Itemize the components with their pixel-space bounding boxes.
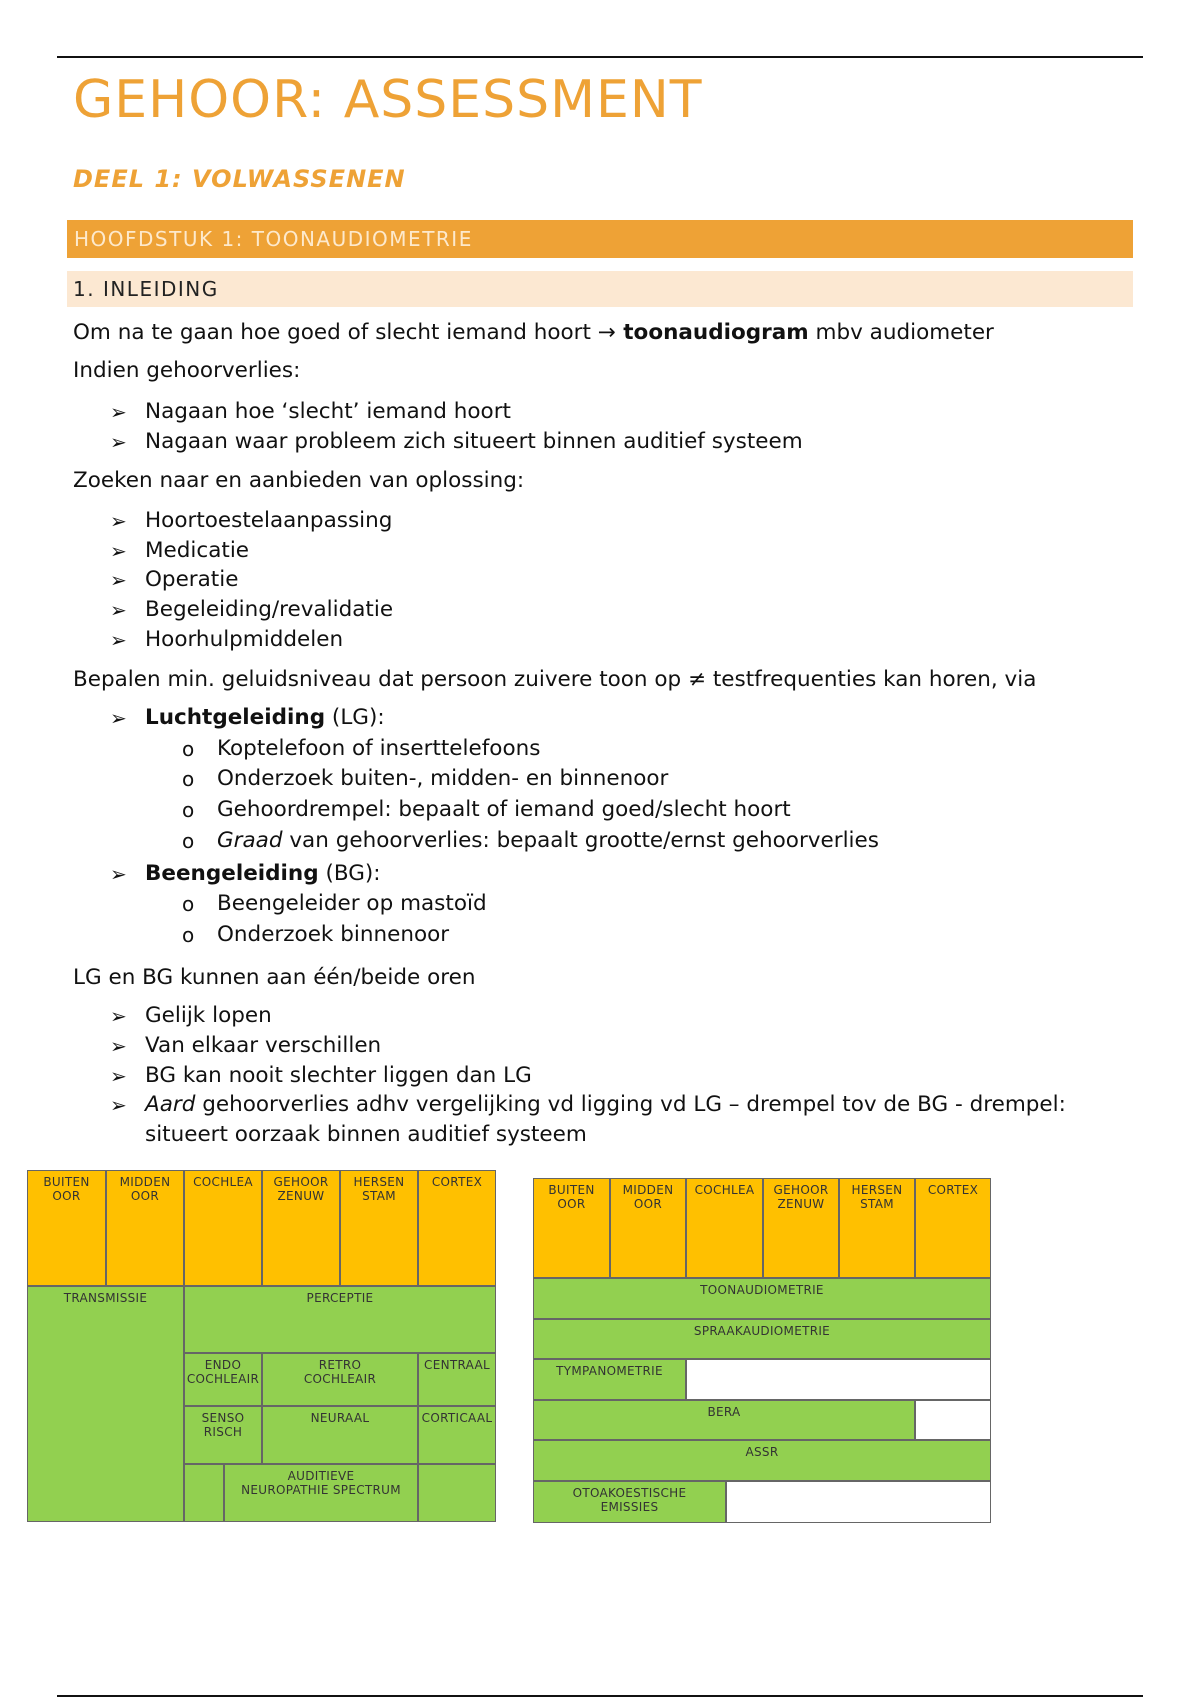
aard-item-continued: situeert oorzaak binnen auditief systeem	[145, 1122, 587, 1147]
lg-item	[145, 704, 385, 732]
header-cell: CORTEX	[915, 1178, 991, 1278]
empty-cell	[418, 1464, 496, 1522]
sub-bullet-icon: o	[182, 829, 195, 853]
list-item: BG kan nooit slechter liggen dan LG	[145, 1063, 532, 1088]
list-item: Nagaan waar probleem zich situeert binnen auditief systeem	[145, 429, 803, 454]
list-item: Begeleiding/revalidatie	[145, 597, 394, 622]
part-subtitle: DEEL 1: VOLWASSENEN	[73, 165, 406, 193]
bg-label: Beengeleiding	[145, 861, 319, 886]
sub-bullet-icon: o	[182, 767, 195, 791]
graad-rest: van gehoorverlies: bepaalt grootte/ernst gehoorverlies	[282, 828, 879, 853]
header-cell: BUITEN OOR	[27, 1170, 106, 1286]
list-item: Hoorhulpmiddelen	[145, 627, 344, 652]
retro-cell: RETRO COCHLEAIR	[262, 1353, 418, 1406]
bullet-icon: ➢	[110, 509, 127, 533]
list-item: Operatie	[145, 567, 239, 592]
lg-abbr: (LG):	[325, 705, 385, 730]
bottom-rule	[57, 1695, 1143, 1697]
intro-bold: toonaudiogram	[615, 320, 809, 345]
aard-rest: gehoorverlies adhv vergelijking vd ligging vd LG – drempel tov de BG - drempel:	[195, 1092, 1066, 1117]
bullet-icon: ➢	[110, 598, 127, 622]
intro-line	[73, 319, 994, 347]
header-cell: CORTEX	[418, 1170, 496, 1286]
sub-bullet-icon: o	[182, 923, 195, 947]
auditieve-cell: AUDITIEVE NEUROPATHIE SPECTRUM	[224, 1464, 418, 1522]
bullet-icon: ➢	[110, 1093, 127, 1117]
chapter-heading-text: HOOFDSTUK 1: TOONAUDIOMETRIE	[74, 227, 473, 251]
sub-bullet-icon: o	[182, 892, 195, 916]
empty-cell	[686, 1359, 991, 1400]
bullet-icon: ➢	[110, 430, 127, 454]
loss-heading: Indien gehoorverlies:	[73, 358, 301, 383]
bullet-icon: ➢	[110, 1034, 127, 1058]
bullet-icon: ➢	[110, 1004, 127, 1028]
bullet-icon: ➢	[110, 862, 127, 886]
perceptie-cell: PERCEPTIE	[184, 1286, 496, 1353]
header-cell: MIDDEN OOR	[106, 1170, 184, 1286]
header-cell: GEHOOR ZENUW	[763, 1178, 839, 1278]
arrow-icon: →	[597, 320, 616, 345]
list-item: Nagaan hoe ‘slecht’ iemand hoort	[145, 399, 511, 424]
aard-item	[145, 1091, 1066, 1119]
page-title: GEHOOR: ASSESSMENT	[73, 70, 703, 130]
graad-italic: Graad	[217, 828, 283, 853]
header-cell: HERSEN STAM	[839, 1178, 915, 1278]
neuraal-cell: NEURAAL	[262, 1406, 418, 1464]
test-row-tympanometrie: TYMPANOMETRIE	[533, 1359, 686, 1400]
bullet-icon: ➢	[110, 568, 127, 592]
endo-cell: ENDO COCHLEAIR	[184, 1353, 262, 1406]
chapter-heading	[67, 220, 1133, 258]
sub-list-item: Beengeleider op mastoïd	[217, 891, 487, 916]
lg-label: Luchtgeleiding	[145, 705, 326, 730]
tests-table	[533, 1178, 991, 1523]
determine-line: Bepalen min. geluidsniveau dat persoon zuivere toon op ≠ testfrequenties kan horen, via	[73, 667, 1037, 692]
intro-pre: Om na te gaan hoe goed of slecht iemand hoort	[73, 320, 598, 345]
bullet-icon: ➢	[110, 1064, 127, 1088]
header-cell: MIDDEN OOR	[610, 1178, 686, 1278]
empty-cell	[184, 1464, 224, 1522]
intro-post: mbv audiometer	[808, 320, 994, 345]
compare-heading: LG en BG kunnen aan één/beide oren	[73, 965, 476, 990]
header-cell: COCHLEA	[184, 1170, 262, 1286]
empty-cell	[726, 1481, 991, 1523]
test-row-oae: OTOAKOESTISCHE EMISSIES	[533, 1481, 726, 1523]
senso-cell: SENSO RISCH	[184, 1406, 262, 1464]
section-heading-text: 1. INLEIDING	[73, 277, 219, 301]
header-cell: COCHLEA	[686, 1178, 763, 1278]
solutions-heading: Zoeken naar en aanbieden van oplossing:	[73, 468, 525, 493]
list-item: Van elkaar verschillen	[145, 1033, 382, 1058]
bullet-icon: ➢	[110, 539, 127, 563]
list-item: Medicatie	[145, 538, 250, 563]
sub-list-item: Gehoordrempel: bepaalt of iemand goed/slecht hoort	[217, 797, 791, 822]
list-item: Gelijk lopen	[145, 1003, 272, 1028]
bg-item	[145, 860, 381, 888]
header-cell: HERSEN STAM	[340, 1170, 418, 1286]
hearing-system-table	[27, 1170, 496, 1522]
sub-list-item: Onderzoek buiten-, midden- en binnenoor	[217, 766, 669, 791]
aard-italic: Aard	[145, 1092, 196, 1117]
sub-bullet-icon: o	[182, 798, 195, 822]
sub-list-item	[217, 827, 879, 855]
bullet-icon: ➢	[110, 628, 127, 652]
header-cell: BUITEN OOR	[533, 1178, 610, 1278]
corticaal-cell: CORTICAAL	[418, 1406, 496, 1464]
transmissie-cell: TRANSMISSIE	[27, 1286, 184, 1522]
empty-cell	[915, 1400, 991, 1440]
test-row-bera: BERA	[533, 1400, 915, 1440]
top-rule	[57, 56, 1143, 58]
section-heading	[67, 271, 1133, 307]
test-row-assr: ASSR	[533, 1440, 991, 1481]
sub-list-item: Onderzoek binnenoor	[217, 922, 450, 947]
test-row-toonaudiometrie: TOONAUDIOMETRIE	[533, 1278, 991, 1319]
centraal-cell: CENTRAAL	[418, 1353, 496, 1406]
bg-abbr: (BG):	[318, 861, 381, 886]
sub-list-item: Koptelefoon of inserttelefoons	[217, 736, 541, 761]
test-row-spraakaudiometrie: SPRAAKAUDIOMETRIE	[533, 1319, 991, 1359]
bullet-icon: ➢	[110, 400, 127, 424]
bullet-icon: ➢	[110, 706, 127, 730]
list-item: Hoortoestelaanpassing	[145, 508, 393, 533]
header-cell: GEHOOR ZENUW	[262, 1170, 340, 1286]
sub-bullet-icon: o	[182, 737, 195, 761]
